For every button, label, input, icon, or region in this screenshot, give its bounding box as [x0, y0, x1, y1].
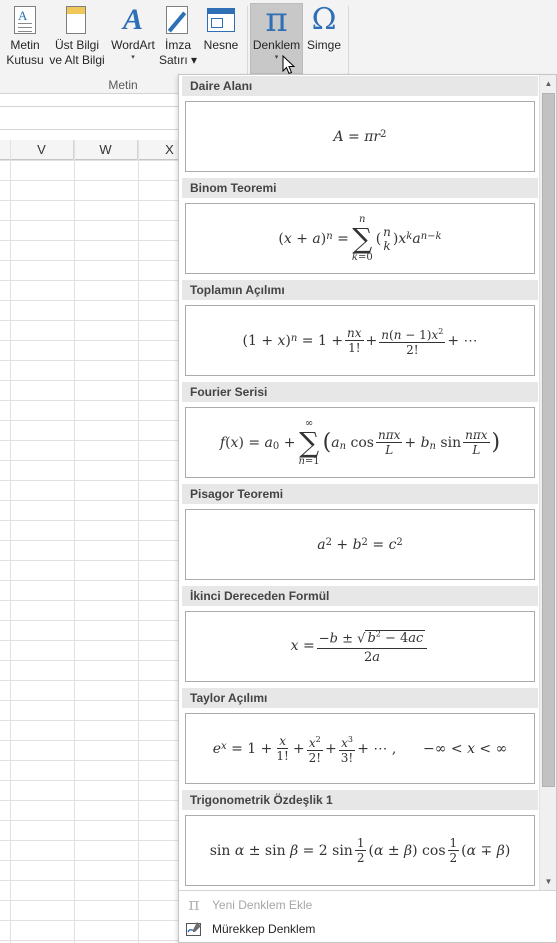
scroll-down-arrow-icon[interactable]: ▼ — [544, 877, 553, 886]
insert-new-equation-label: Yeni Denklem Ekle — [212, 898, 313, 912]
scroll-up-arrow-icon[interactable]: ▲ — [544, 79, 553, 88]
wordart-label: WordArt — [111, 38, 155, 52]
signature-line-icon — [159, 4, 197, 38]
ribbon-group-label: Metin — [108, 78, 138, 92]
text-box-label-1: Metin — [10, 38, 40, 52]
gallery-scrollbar[interactable] — [539, 75, 556, 890]
symbol-label: Simge — [306, 38, 341, 52]
cell-grid[interactable] — [0, 160, 180, 943]
wordart-icon: A — [122, 3, 143, 36]
gallery-item-title: Daire Alanı — [182, 76, 538, 96]
gallery-menu — [179, 890, 556, 942]
column-header-w[interactable]: W — [74, 140, 138, 160]
equation-trig-identity-1[interactable]: sin α ± sin β = 2 sin $\frac{1}{2}$ ( α ± β ) cos $\frac{1}{2}$ ( α ∓ β ) — [185, 815, 535, 886]
equation-circle-area[interactable]: A = πr 2 — [185, 101, 535, 172]
gallery-item-title: Taylor Açılımı — [182, 688, 538, 708]
column-header-x[interactable]: X — [138, 140, 202, 160]
wordart-button[interactable] — [106, 4, 160, 62]
signature-label-1: İmza — [164, 38, 191, 52]
equation-binomial-theorem[interactable]: ( x + a ) n = n ∑ k=0 ( n k ) x k a n−k — [185, 203, 535, 274]
grid-line — [138, 140, 139, 943]
header-footer-label-2: ve Alt Bilgi — [49, 53, 105, 67]
text-box-label-2: Kutusu — [6, 53, 44, 67]
equation-label: Denklem — [252, 38, 301, 52]
equation-gallery — [178, 74, 557, 943]
header-footer-label-1: Üst Bilgi — [54, 38, 99, 52]
mouse-cursor-icon — [282, 55, 296, 75]
signature-line-button[interactable] — [159, 4, 197, 68]
ink-equation-icon — [185, 920, 203, 938]
pi-icon: π — [265, 0, 288, 40]
pi-icon: π — [188, 895, 200, 915]
gallery-item-title: Pisagor Teoremi — [182, 484, 538, 504]
equation-quadratic-formula[interactable]: x = $\frac{-b \pm √ b^2 - 4ac}{2a}$ — [185, 611, 535, 682]
equation-binomial-expansion[interactable]: (1 + x ) n = 1 + $\frac{nx}{1!}$ + $\frac{n(n - 1)x^2}{2!}$ + ⋯ — [185, 305, 535, 376]
insert-new-equation-item[interactable] — [179, 893, 556, 918]
wordart-dropdown-arrow: ▾ — [131, 54, 135, 61]
grid-line — [74, 140, 75, 943]
ink-equation-item[interactable] — [179, 917, 556, 942]
text-box-button[interactable] — [3, 4, 47, 68]
scrollbar-thumb[interactable] — [542, 93, 555, 787]
ink-equation-label: Mürekkep Denklem — [212, 922, 316, 936]
gallery-item-title: Toplamın Açılımı — [182, 280, 538, 300]
omega-icon: Ω — [311, 2, 337, 37]
header-footer-button[interactable] — [48, 4, 106, 68]
textbox-icon: A — [3, 4, 47, 38]
grid-line — [10, 140, 11, 943]
equation-dropdown-arrow[interactable]: ▾ — [274, 54, 279, 61]
signature-label-2: Satırı ▾ — [159, 53, 198, 67]
header-footer-icon — [48, 4, 106, 38]
gallery-item-title: İkinci Dereceden Formül — [182, 586, 538, 606]
equation-taylor-expansion[interactable]: e x = 1 + $\frac{x}{1!}$ + $\frac{x^2}{2!}$ + $\frac{x^3}{3!}$ + ⋯ , −∞ < x < ∞ — [185, 713, 535, 784]
gallery-item-title: Trigonometrik Özdeşlik 1 — [182, 790, 538, 810]
equation-pythagorean-theorem[interactable]: a 2 + b 2 = c 2 — [185, 509, 535, 580]
gallery-item-title: Binom Teoremi — [182, 178, 538, 198]
symbol-button[interactable] — [304, 4, 344, 53]
object-button[interactable] — [199, 4, 243, 53]
equation-list — [179, 75, 540, 890]
object-label: Nesne — [203, 38, 239, 52]
gallery-item-title: Fourier Serisi — [182, 382, 538, 402]
equation-fourier-series[interactable]: f ( x ) = a 0 + ∞ ∑ n=1 ( a n cos $\frac{\text{nπx}}{L}$ + b n sin $\frac{\text{nπx}}{L}$ ) — [185, 407, 535, 478]
column-header-v[interactable]: V — [10, 140, 74, 160]
object-icon — [199, 4, 243, 38]
